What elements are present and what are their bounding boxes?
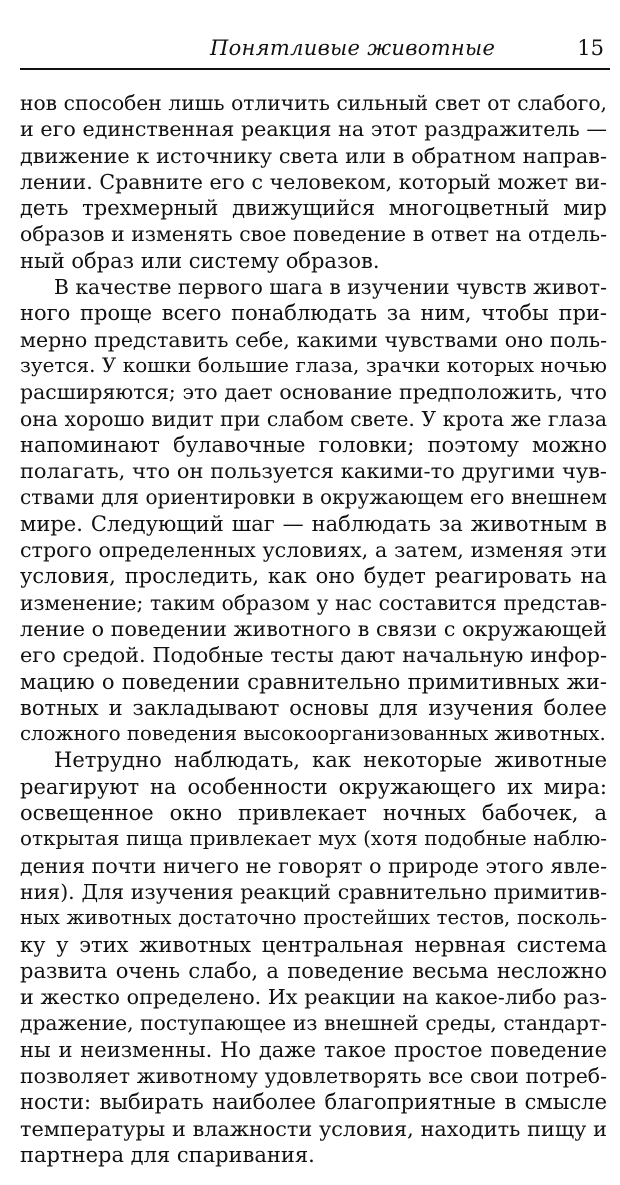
text-line: и его единственная реакция на этот раздражитель —	[20, 117, 607, 142]
text-line: развита очень слабо, а поведение весьма несложно	[20, 958, 607, 983]
paragraph-3	[20, 747, 607, 1168]
header-rule	[20, 68, 610, 70]
text-line: реагируют на особенности окружающего их мира:	[20, 774, 607, 799]
text-line: полагать, что он пользуется какими-то другими чув-	[20, 459, 607, 484]
text-line: ку у этих животных центральная нервная система	[20, 932, 607, 957]
text-line: ствами для ориентировки в окружающем его внешнем	[20, 485, 607, 510]
text-line: расширяются; это дает основание предположить, что	[20, 380, 607, 405]
page-number: 15	[577, 36, 604, 60]
text-line: движение к источнику света или в обратном направ-	[20, 143, 607, 168]
text-line: зуется. У кошки большие глаза, зрачки которых ночью	[20, 353, 607, 377]
text-line: температуры и влажности условия, находить пищу и	[20, 1116, 607, 1141]
text-line: образов и изменять свое поведение в ответ на отдель-	[20, 222, 607, 247]
text-line: условия, проследить, как оно будет реагировать на	[20, 564, 607, 589]
text-line: дения почти ничего не говорят о природе этого явле-	[20, 853, 607, 878]
text-line: партнера для спаривания.	[20, 1142, 315, 1167]
text-line: нов способен лишь отличить сильный свет от слабого,	[20, 91, 607, 115]
text-line: Нетрудно наблюдать, как некоторые животные	[54, 748, 607, 773]
text-line: ных животных достаточно простейших тестов, посколь-	[20, 906, 607, 930]
text-line: позволяет животному удовлетворять все свои потреб-	[20, 1063, 607, 1088]
text-line: она хорошо видит при слабом свете. У крота же глаза	[20, 406, 607, 431]
text-line: ности: выбирать наиболее благоприятные в смысле	[20, 1090, 607, 1115]
text-line: ны и неизменны. Но даже такое простое поведение	[20, 1037, 607, 1062]
text-line: мацию о поведении сравнительно примитивных жи-	[20, 669, 607, 694]
text-line: напоминают булавочные головки; поэтому можно	[20, 432, 607, 457]
text-line: его средой. Подобные тесты дают начальную инфор-	[20, 643, 607, 668]
paragraph-1	[20, 90, 607, 274]
text-line: открытая пища привлекает мух (хотя подобные наблю-	[20, 827, 607, 851]
text-line: мерно представить себе, какими чувствами оно поль-	[20, 327, 607, 352]
paragraph-2	[20, 274, 607, 747]
text-line: ный образ или систему образов.	[20, 248, 380, 273]
text-line: изменение; таким образом у нас составится представ-	[20, 590, 607, 615]
text-line: мире. Следующий шаг — наблюдать за животным в	[20, 511, 607, 536]
text-line: строго определенных условиях, а затем, изменяя эти	[20, 538, 607, 563]
text-line: ния). Для изучения реакций сравнительно примитив-	[20, 879, 607, 904]
text-line: сложного поведения высокоорганизованных животных.	[20, 722, 606, 746]
text-line: вотных и закладывают основы для изучения более	[20, 695, 607, 720]
text-line: освещенное окно привлекает ночных бабочек, а	[20, 801, 607, 826]
text-line: дражение, поступающее из внешней среды, стандарт-	[20, 1011, 607, 1036]
text-body	[20, 90, 607, 1168]
text-line: деть трехмерный движущийся многоцветный мир	[20, 196, 607, 221]
text-line: ление о поведении животного в связи с окружающей	[20, 616, 607, 641]
text-line: В качестве первого шага в изучении чувств живот-	[54, 275, 607, 300]
text-line: ного проще всего понаблюдать за ним, чтобы при-	[20, 301, 607, 326]
running-title: Понятливые животные	[210, 36, 496, 60]
text-line: и жестко определено. Их реакции на какое-либо раз-	[20, 985, 607, 1010]
page-header	[20, 28, 610, 68]
text-line: лении. Сравните его с человеком, который может ви-	[20, 169, 607, 194]
